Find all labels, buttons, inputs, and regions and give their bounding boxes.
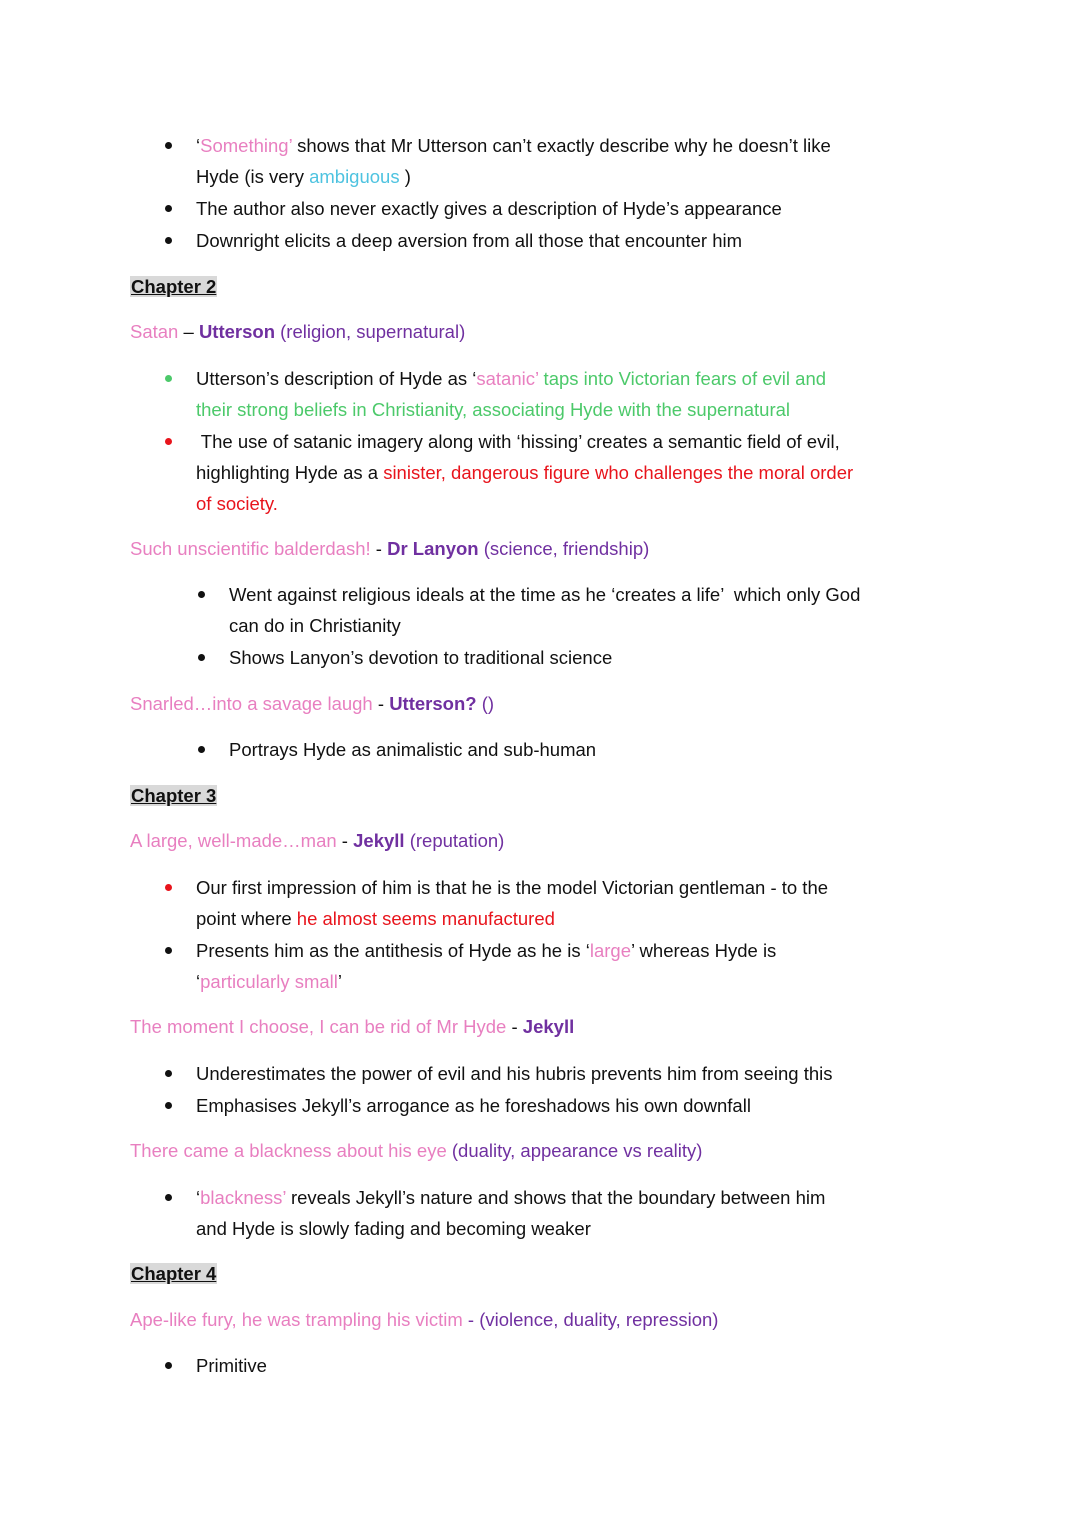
bullet-item [196, 1182, 825, 1244]
bullet-icon [165, 1070, 172, 1077]
text-run: ambiguous [309, 165, 400, 187]
bullet-icon [165, 237, 172, 244]
chapter-heading [130, 780, 217, 811]
text-run: - (violence, duality, repression) [462, 1308, 719, 1330]
text-run: Utterson’s description of Hyde as ‘ [196, 367, 477, 389]
text-run: The moment I choose, I can be rid of Mr Hyde [130, 1015, 507, 1037]
text-run: The author also never exactly gives a description of Hyde’s appearance [196, 197, 782, 219]
bullet-item [196, 193, 782, 224]
bullet-item [196, 1350, 267, 1381]
text-run: Portrays Hyde as animalistic and sub-human [229, 738, 597, 760]
bullet-item [196, 363, 826, 425]
text-run: satanic’ [476, 367, 539, 389]
heading-text [130, 785, 217, 806]
text-run: Snarled…into a savage laugh [130, 692, 373, 714]
text-run: ’ [337, 970, 343, 992]
bullet-icon [165, 947, 172, 954]
text-run: Downright elicits a deep aversion from all those that encounter him [196, 229, 743, 251]
quote-line [130, 316, 465, 347]
bullet-icon [198, 591, 205, 598]
text-run: reveals Jekyll’s nature and shows that the boundary between him [285, 1186, 826, 1208]
text-run: he almost seems manufactured [296, 907, 555, 929]
text-run: can do in Christianity [229, 614, 401, 636]
bullet-icon [198, 654, 205, 661]
chapter-heading [130, 271, 217, 302]
text-run: Underestimates the power of evil and his hubris prevents him from seeing this [196, 1062, 833, 1084]
bullet-item [196, 426, 853, 519]
text-run: Utterson? [389, 692, 477, 714]
text-run: The use of satanic imagery along with ‘hissing’ creates a semantic field of evil, [196, 430, 840, 452]
quote-line [130, 825, 504, 856]
bullet-icon [165, 438, 172, 445]
bullet-icon [165, 142, 172, 149]
text-run: Emphasises Jekyll’s arrogance as he foreshadows his own downfall [196, 1094, 751, 1116]
text-run: sinister, dangerous figure who challenges the moral order [383, 461, 854, 483]
text-run: Utterson [198, 320, 275, 342]
text-run: (reputation) [404, 829, 505, 851]
text-run: Chapter 4 [131, 1262, 217, 1284]
text-run: Shows Lanyon’s devotion to traditional science [229, 646, 613, 668]
text-run: Went against religious ideals at the time as he ‘creates a life’ which only God [229, 583, 861, 605]
bullet-icon [165, 205, 172, 212]
text-run: Ape-like fury, he was trampling his victim [130, 1308, 463, 1330]
bullet-icon [198, 746, 205, 753]
text-run: Dr Lanyon [387, 537, 479, 559]
bullet-icon [165, 375, 172, 382]
quote-line [130, 1011, 574, 1042]
text-run: Jekyll [353, 829, 405, 851]
text-run: (science, friendship) [478, 537, 650, 559]
text-run: (religion, supernatural) [275, 320, 466, 342]
text-run: blackness’ [200, 1186, 286, 1208]
bullet-item [196, 225, 742, 256]
bullet-item [196, 935, 776, 997]
bullet-icon [165, 1362, 172, 1369]
bullet-icon [165, 884, 172, 891]
quote-line [130, 1304, 718, 1335]
bullet-item [196, 872, 828, 934]
text-run: Our first impression of him is that he is the model Victorian gentleman - to the [196, 876, 829, 898]
text-run: highlighting Hyde as a [196, 461, 384, 483]
text-run: Such unscientific balderdash! [130, 537, 371, 559]
bullet-icon [165, 1102, 172, 1109]
bullet-item [229, 579, 860, 641]
text-run: ‘ [196, 970, 201, 992]
text-run: Jekyll [522, 1015, 575, 1037]
text-run: - [370, 537, 388, 559]
text-run: Presents him as the antithesis of Hyde as he is ‘ [196, 939, 590, 961]
text-run: A large, well-made…man [130, 829, 337, 851]
text-run: of society. [196, 492, 278, 514]
heading-text [130, 1263, 217, 1284]
quote-line [130, 1135, 702, 1166]
text-run: taps into Victorian fears of evil and [538, 367, 827, 389]
text-run: Primitive [196, 1354, 267, 1376]
text-run: () [476, 692, 495, 714]
text-run: Satan [130, 320, 179, 342]
text-run: – [178, 320, 199, 342]
text-run: (duality, appearance vs reality) [446, 1139, 703, 1161]
text-run: ’ whereas Hyde is [630, 939, 777, 961]
bullet-item [229, 642, 612, 673]
text-run: There came a blackness about his eye [130, 1139, 447, 1161]
bullet-icon [165, 1194, 172, 1201]
text-run: Hyde (is very [196, 165, 310, 187]
chapter-heading [130, 1258, 217, 1289]
bullet-item [196, 130, 831, 192]
bullet-item [196, 1090, 751, 1121]
text-run: - [506, 1015, 523, 1037]
text-run: point where [196, 907, 297, 929]
text-run: particularly small [200, 970, 338, 992]
bullet-item [229, 734, 596, 765]
text-run: their strong beliefs in Christianity, associating Hyde with the supernatural [196, 398, 791, 420]
quote-line [130, 533, 649, 564]
text-run: ) [399, 165, 411, 187]
text-run: - [336, 829, 354, 851]
text-run: large [589, 939, 631, 961]
heading-text [130, 276, 217, 297]
bullet-item [196, 1058, 833, 1089]
text-run: Something’ [200, 134, 292, 156]
text-run: and Hyde is slowly fading and becoming weaker [196, 1217, 591, 1239]
text-run: shows that Mr Utterson can’t exactly describe why he doesn’t like [292, 134, 831, 156]
quote-line [130, 688, 494, 719]
text-run: ‘ [196, 134, 201, 156]
text-run: Chapter 2 [131, 275, 217, 297]
text-run: - [372, 692, 390, 714]
text-run: Chapter 3 [131, 784, 217, 806]
text-run: ‘ [196, 1186, 201, 1208]
